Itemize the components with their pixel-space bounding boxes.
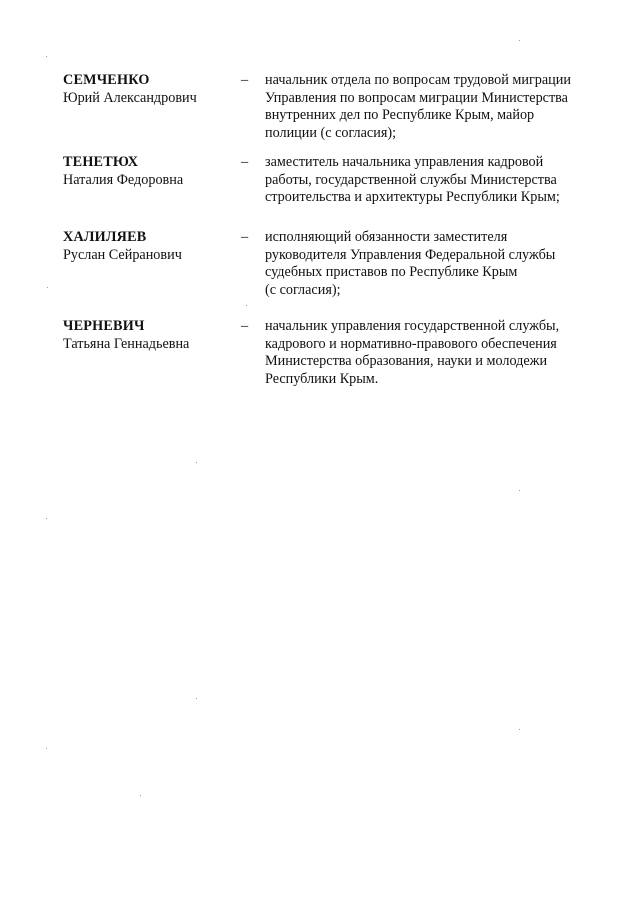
scan-speck bbox=[140, 795, 141, 796]
position-line: начальник отдела по вопросам трудовой миграции bbox=[265, 72, 571, 88]
position-line: полиции (с согласия); bbox=[265, 124, 397, 141]
member-name-block bbox=[63, 229, 241, 264]
position-line: работы, государственной службы Министерства bbox=[265, 171, 557, 188]
member-surname: ХАЛИЛЯЕВ bbox=[63, 229, 147, 245]
member-surname: СЕМЧЕНКО bbox=[63, 72, 150, 88]
member-position bbox=[265, 318, 603, 388]
position-line: кадрового и нормативно-правового обеспечения bbox=[265, 335, 557, 352]
separator-dash: – bbox=[241, 318, 249, 334]
scan-speck bbox=[46, 518, 47, 519]
commission-member-list bbox=[63, 72, 603, 398]
member-given-names: Татьяна Геннадьевна bbox=[63, 335, 190, 352]
scan-speck bbox=[519, 490, 520, 491]
scan-speck bbox=[519, 729, 520, 730]
scan-speck bbox=[196, 462, 197, 463]
member-position bbox=[265, 229, 603, 299]
member-surname: ТЕНЕТЮХ bbox=[63, 154, 139, 170]
separator-dash: – bbox=[241, 229, 249, 245]
member-given-names: Руслан Сейранович bbox=[63, 246, 182, 263]
member-entry bbox=[63, 154, 603, 229]
position-line: исполняющий обязанности заместителя bbox=[265, 229, 508, 245]
member-entry bbox=[63, 229, 603, 318]
scan-speck bbox=[46, 748, 47, 749]
scan-speck bbox=[519, 40, 520, 41]
member-entry bbox=[63, 72, 603, 154]
member-name-block bbox=[63, 318, 241, 353]
position-line: (с согласия); bbox=[265, 281, 341, 298]
scan-speck bbox=[46, 56, 47, 57]
position-line: строительства и архитектуры Республики Крым; bbox=[265, 189, 560, 205]
scan-speck bbox=[47, 287, 48, 288]
position-line: руководителя Управления Федеральной службы bbox=[265, 246, 556, 263]
position-line: начальник управления государственной службы, bbox=[265, 318, 560, 334]
scan-speck bbox=[246, 305, 247, 306]
member-position bbox=[265, 72, 603, 142]
member-name-block bbox=[63, 154, 241, 189]
position-line: судебных приставов по Республике Крым bbox=[265, 264, 518, 280]
member-position bbox=[265, 154, 603, 207]
member-surname: ЧЕРНЕВИЧ bbox=[63, 318, 145, 334]
position-line: Республики Крым. bbox=[265, 370, 379, 387]
position-line: Управления по вопросам миграции Министерства bbox=[265, 89, 568, 106]
position-line: заместитель начальника управления кадровой bbox=[265, 154, 544, 170]
position-line: Министерства образования, науки и молодежи bbox=[265, 353, 548, 369]
member-given-names: Юрий Александрович bbox=[63, 89, 197, 106]
position-line: внутренних дел по Республике Крым, майор bbox=[265, 107, 535, 123]
member-name-block bbox=[63, 72, 241, 107]
separator-dash: – bbox=[241, 72, 249, 88]
separator-dash: – bbox=[241, 154, 249, 170]
member-entry bbox=[63, 318, 603, 398]
scan-speck bbox=[196, 698, 197, 699]
member-given-names: Наталия Федоровна bbox=[63, 171, 184, 188]
